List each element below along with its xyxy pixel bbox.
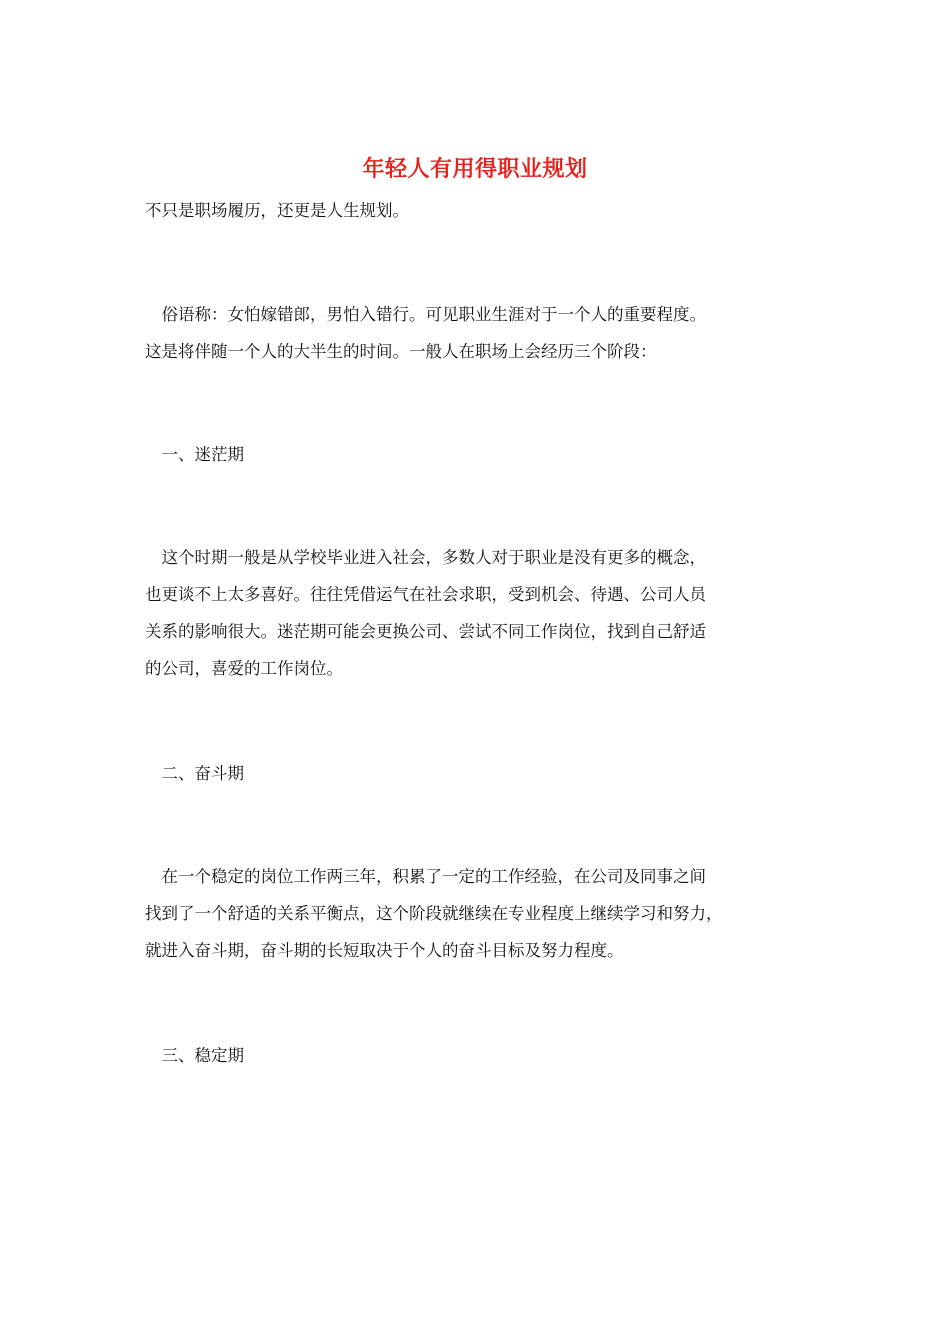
section-heading-confusion [145,436,810,473]
heading-line: 一、迷茫期 [145,445,244,464]
heading-line: 三、稳定期 [145,1046,244,1065]
paragraph-line: 这个时期一般是从学校毕业进入社会，多数人对于职业是没有更多的概念， [145,548,706,567]
paragraph-struggle [145,858,810,969]
section-heading-struggle [145,755,810,792]
paragraph-line: 在一个稳定的岗位工作两三年，积累了一定的工作经验，在公司及同事之间 [145,867,706,886]
paragraph-line: 这是将伴随一个人的大半生的时间。一般人在职场上会经历三个阶段： [145,342,657,361]
paragraph-confusion [145,539,810,687]
paragraph-line: 关系的影响很大。迷茫期可能会更换公司、尝试不同工作岗位，找到自己舒适 [145,622,706,641]
paragraph-intro [145,296,810,370]
paragraph-line: 找到了一个舒适的关系平衡点，这个阶段就继续在专业程度上继续学习和努力， [145,904,723,923]
paragraph-line: 就进入奋斗期，奋斗期的长短取决于个人的奋斗目标及努力程度。 [145,941,624,960]
document-subtitle [145,192,810,229]
document-title: 年轻人有用得职业规划 [362,156,588,182]
heading-line: 二、奋斗期 [145,764,244,783]
paragraph-line: 俗语称：女怕嫁错郎，男怕入错行。可见职业生涯对于一个人的重要程度。 [145,305,706,324]
section-heading-stable [145,1037,810,1074]
subtitle-line: 不只是职场履历，还更是人生规划。 [145,201,409,220]
paragraph-line: 的公司，喜爱的工作岗位。 [145,659,343,678]
paragraph-line: 也更谈不上太多喜好。往往凭借运气在社会求职，受到机会、待遇、公司人员 [145,585,706,604]
